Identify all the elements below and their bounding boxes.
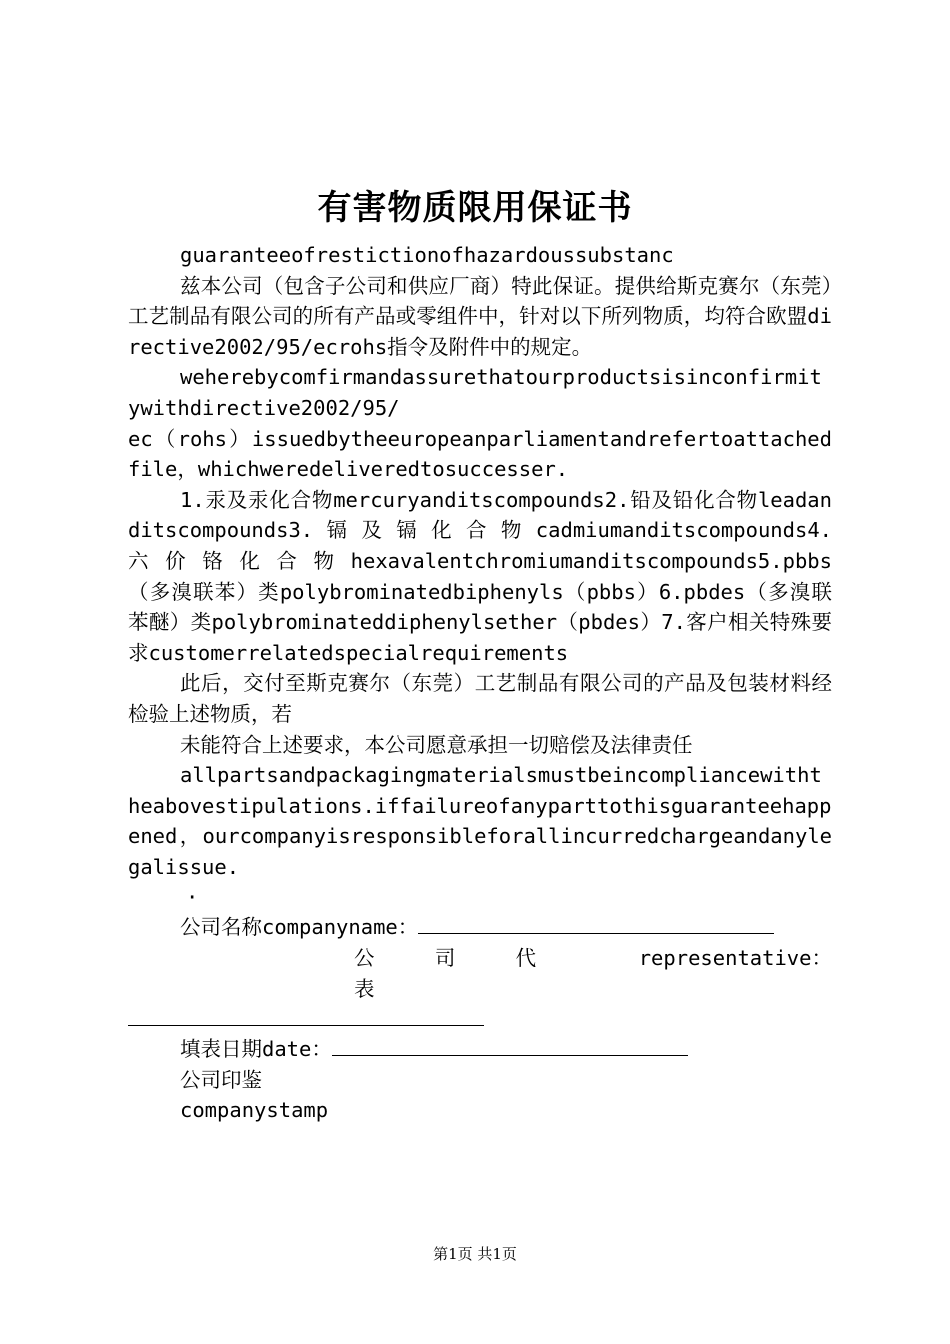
inspection-paragraph: 此后，交付至斯克赛尔（东莞）工艺制品有限公司的产品及包装材料经检验上述物质，若 [128, 671, 832, 726]
representative-field-row [128, 1004, 832, 1034]
guarantee-paragraph-en-1: weherebycomfirmandassurethatourproductsisinconfirmitywithdirective2002/95/ [128, 365, 822, 420]
date-label: 填表日期date： [180, 1037, 332, 1062]
liability-paragraph: 未能符合上述要求，本公司愿意承担一切赔偿及法律责任 [180, 732, 693, 757]
dot-mark: · [186, 885, 199, 910]
representative-label-cn: 公 司 代 表 [354, 946, 561, 1001]
company-name-field[interactable] [418, 915, 774, 934]
document-body [128, 240, 832, 1126]
representative-row [128, 943, 832, 1004]
guarantee-paragraph-cn: 兹本公司（包含子公司和供应厂商）特此保证。提供给斯克赛尔（东莞）工艺制品有限公司的所有产品或零组件中，针对以下所列物质，均符合欧盟directive2002/95/ecrohs指令及附件中的规定。 [128, 273, 832, 359]
substance-list: 1.汞及汞化合物mercuryanditscompounds2.铅及铅化合物leadanditscompounds3. 镉 及 镉 化 合 物 cadmiumanditscompounds4. 六 价 铬 化 合 物 hexavalentchromiumanditscompounds5.pbbs（多溴联苯）类polybrominatedbiphenyls（pbbs）6.pbdes（多溴联苯醚）类polybrominateddiphenylsether（pbdes）7.客户相关特殊要求customerrelatedspecialrequirements [128, 487, 832, 665]
representative-label-en: representative [638, 946, 812, 971]
representative-field[interactable] [128, 1007, 484, 1026]
date-row [128, 1034, 832, 1065]
compliance-paragraph-en: allpartsandpackagingmaterialsmustbeincompliancewiththeabovestipulations.iffailureofanyparttothisguaranteehappened，ourcompanyisresponsibleforallincurredchargeandanylegalissue. [128, 763, 832, 879]
guarantee-paragraph-en-2: ec（rohs）issuedbytheeuropeanparliamentandrefertoattachedfile，whichweredeliveredtosuccesser. [128, 426, 832, 482]
english-title: guaranteeofrestictionofhazardoussubstanc [180, 243, 674, 267]
stamp-label-en: companystamp [180, 1098, 329, 1123]
page-footer: 第1页 共1页 [433, 1245, 517, 1263]
stamp-label-cn: 公司印鉴 [180, 1067, 262, 1092]
document-title: 有害物质限用保证书 [317, 188, 633, 228]
date-field[interactable] [332, 1037, 688, 1056]
company-name-row [128, 912, 832, 943]
company-name-label: 公司名称companyname： [180, 915, 419, 940]
representative-colon: ： [811, 946, 832, 971]
